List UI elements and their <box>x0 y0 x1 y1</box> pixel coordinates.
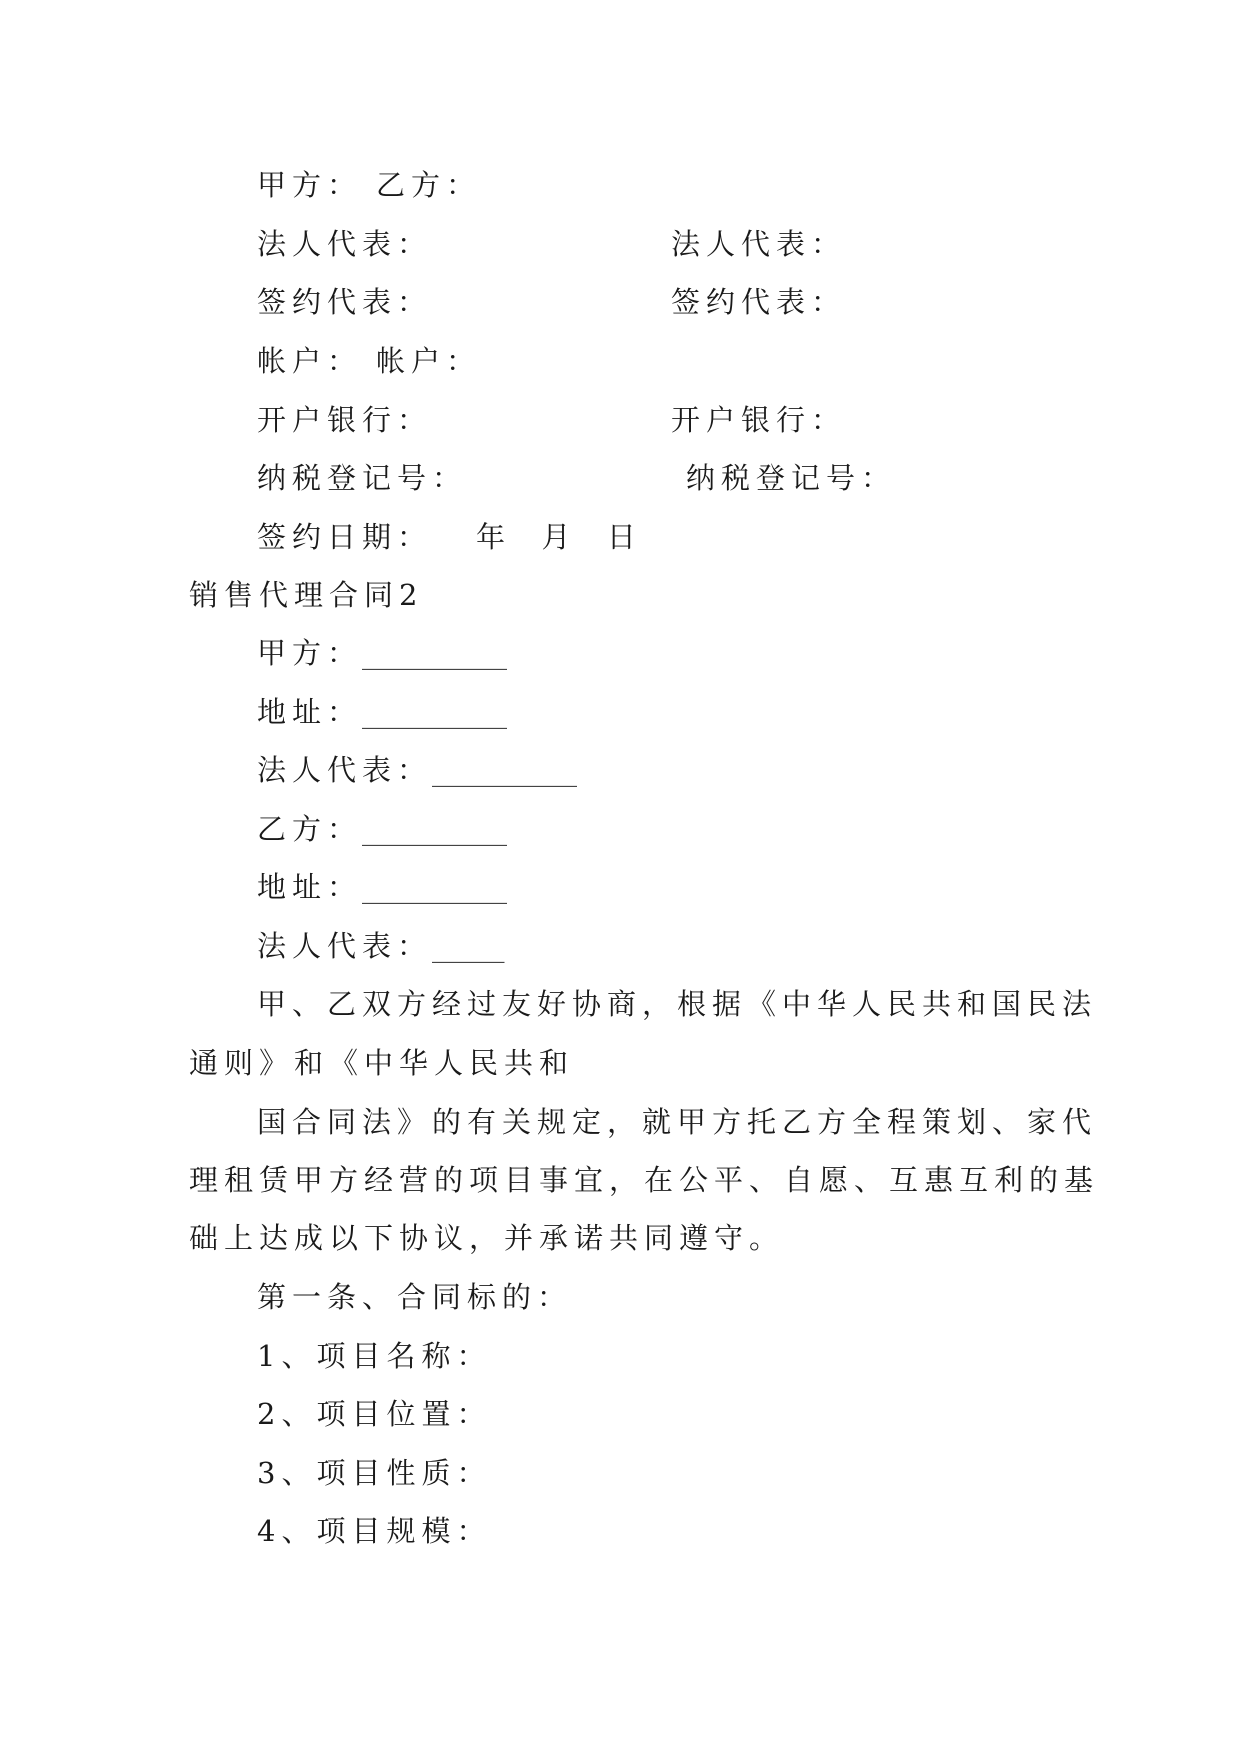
legal-rep-a-field-label: 法人代表： <box>257 753 433 787</box>
bank-b-label: 开户银行： <box>671 403 847 437</box>
address-a-row <box>257 694 507 730</box>
paragraph-line: 理租赁甲方经营的项目事宜，在公平、自愿、互惠互利的基 <box>189 1163 1100 1197</box>
address-b-blank: __________ <box>362 870 508 904</box>
party-b-blank: __________ <box>362 812 508 846</box>
list-item: 4、项目规模： <box>257 1514 492 1548</box>
address-b-row <box>257 869 507 905</box>
party-b-label: 乙方： <box>376 168 482 202</box>
address-b-label: 地址： <box>257 870 363 904</box>
legal-rep-b-label: 法人代表： <box>671 227 847 261</box>
signing-rep-b-label: 签约代表： <box>671 285 847 319</box>
signing-date-fields: 年 月 日 <box>476 520 642 554</box>
account-b-label: 帐户： <box>376 344 482 378</box>
paragraph-line: 础上达成以下协议，并承诺共同遵守。 <box>189 1221 785 1255</box>
legal-rep-a-label: 法人代表： <box>257 227 433 261</box>
paragraph-line: 甲、乙双方经过友好协商，根据《中华人民共和国民法 <box>257 987 1098 1021</box>
address-a-label: 地址： <box>257 695 363 729</box>
bank-a-label: 开户银行： <box>257 403 433 437</box>
contract-title: 销售代理合同2 <box>189 578 424 612</box>
account-a-label: 帐户： <box>257 344 363 378</box>
party-b-field-label: 乙方： <box>257 812 363 846</box>
address-a-blank: __________ <box>362 695 508 729</box>
list-item: 1、项目名称： <box>257 1339 492 1373</box>
tax-b-label: 纳税登记号： <box>686 461 897 495</box>
signing-date-label: 签约日期： <box>257 520 433 554</box>
party-b-row <box>257 811 507 847</box>
legal-rep-b-blank: _____ <box>432 929 505 963</box>
legal-rep-b-row <box>257 928 505 964</box>
paragraph-line: 通则》和《中华人民共和 <box>189 1046 575 1080</box>
party-a-row <box>257 635 507 671</box>
tax-a-label: 纳税登记号： <box>257 461 468 495</box>
legal-rep-a-row <box>257 752 577 788</box>
signing-rep-a-label: 签约代表： <box>257 285 433 319</box>
legal-rep-a-blank: __________ <box>432 753 578 787</box>
paragraph-line: 国合同法》的有关规定，就甲方托乙方全程策划、家代 <box>257 1105 1098 1139</box>
party-a-label: 甲方： <box>257 168 363 202</box>
party-a-blank: __________ <box>362 636 508 670</box>
party-row <box>257 167 481 203</box>
account-row <box>257 343 481 379</box>
legal-rep-b-field-label: 法人代表： <box>257 929 433 963</box>
party-a-field-label: 甲方： <box>257 636 363 670</box>
list-item: 3、项目性质： <box>257 1456 492 1490</box>
article-heading: 第一条、合同标的： <box>257 1280 573 1314</box>
signing-date-row <box>257 519 642 555</box>
list-item: 2、项目位置： <box>257 1397 492 1431</box>
